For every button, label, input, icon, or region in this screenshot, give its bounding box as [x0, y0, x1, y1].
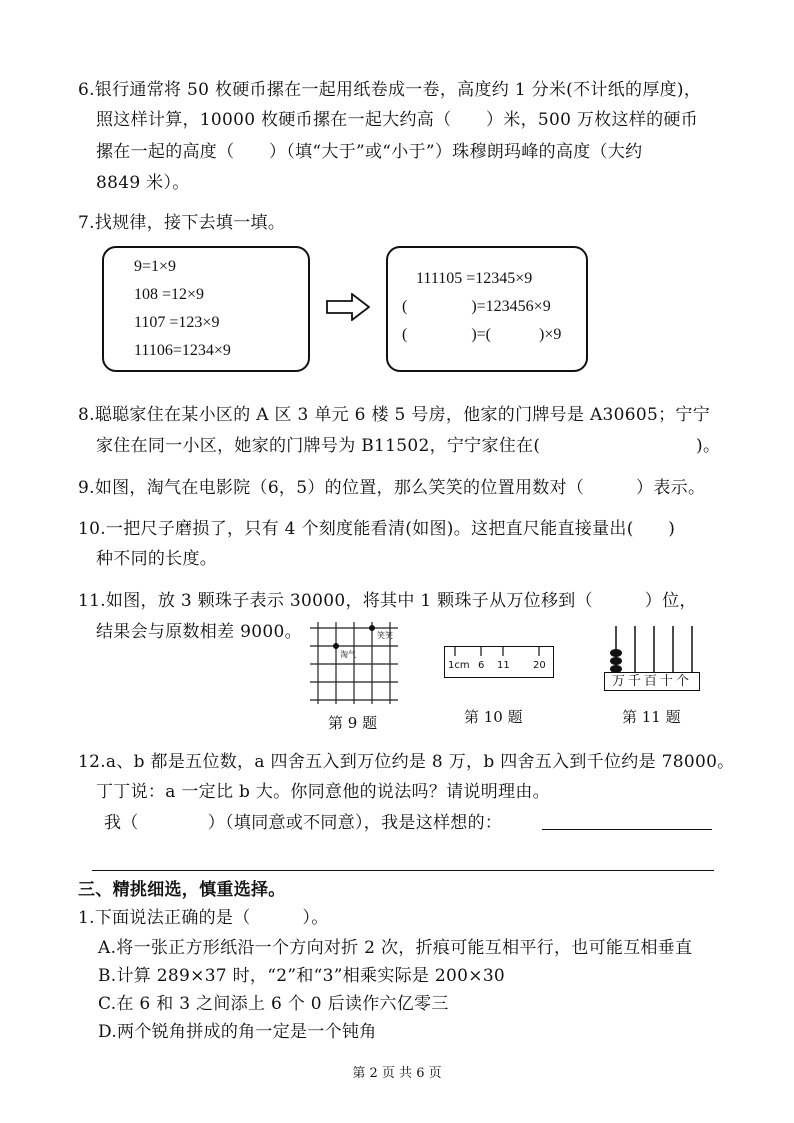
q7-title: 7.找规律，接下去填一填。 [78, 213, 286, 233]
q10-line2: 种不同的长度。 [96, 549, 218, 569]
q7-left-box [102, 246, 310, 372]
q7-right-blank[interactable]: ( )=123456×9 [402, 298, 551, 315]
ruler-mark: 20 [533, 660, 546, 671]
q7-left-formula: 9=1×9 [134, 258, 177, 275]
abacus-place-labels: 万千百十个 [604, 672, 700, 691]
taoqi-dot [333, 643, 339, 649]
option-b[interactable]: B.计算 289×37 时，“2”和“3”相乘实际是 200×30 [98, 966, 506, 986]
grid-label-xiaoxiao: 笑笑 [377, 631, 393, 640]
q12-line3: 我（ ）（填同意或不同意），我是这样想的： [104, 813, 503, 833]
caption-q11: 第 11 题 [622, 708, 681, 726]
option-c[interactable]: C.在 6 和 3 之间添上 6 个 0 后读作六亿零三 [98, 994, 449, 1014]
arrow-right-icon [326, 293, 370, 321]
ruler-mark: 11 [497, 660, 510, 671]
q6-line4: 8849 米）。 [96, 173, 190, 193]
section3-q1: 1.下面说法正确的是（ ）。 [78, 908, 329, 928]
q6-line1: 6.银行通常将 50 枚硬币摞在一起用纸卷成一卷，高度约 1 分米(不计纸的厚度)， [78, 80, 702, 100]
q12-answer-line-2[interactable] [92, 870, 714, 871]
option-d[interactable]: D.两个锐角拼成的角一定是一个钝角 [98, 1022, 377, 1042]
q7-right-box [386, 246, 588, 372]
q11-line2: 结果会与原数相差 9000。 [96, 622, 302, 642]
q8-line2: 家住在同一小区，她家的门牌号为 B11502，宁宁家住在( )。 [96, 436, 721, 456]
page-number: 第 2 页 共 6 页 [352, 1066, 442, 1081]
abacus-bead [610, 649, 622, 657]
q10-line1: 10.一把尺子磨损了，只有 4 个刻度能看清(如图)。这把直尺能直接量出( ) [78, 519, 676, 539]
caption-q10: 第 10 题 [464, 708, 523, 726]
section3-title: 三、精挑细选，慎重选择。 [78, 880, 286, 900]
q11-line1: 11.如图，放 3 颗珠子表示 30000，将其中 1 颗珠子从万位移到（ ）位， [78, 591, 697, 611]
q12-line2: 丁丁说：a 一定比 b 大。你同意他的说法吗？请说明理由。 [96, 782, 550, 802]
q6-line3: 摞在一起的高度（ ）（填“大于”或“小于”）珠穆朗玛峰的高度（大约 [96, 142, 643, 162]
q7-left-formula: 1107 =123×9 [134, 314, 220, 331]
ruler-mark: 6 [478, 660, 485, 671]
abacus-bead [610, 657, 622, 665]
q11-abacus-figure [604, 624, 700, 672]
grid-label-taoqi: 淘气 [340, 650, 356, 659]
q9-line1: 9.如图，淘气在电影院（6，5）的位置，那么笑笑的位置用数对（ ）表示。 [78, 478, 706, 498]
abacus-bead [610, 665, 622, 672]
option-a[interactable]: A.将一张正方形纸沿一个方向对折 2 次，折痕可能互相平行，也可能互相垂直 [98, 938, 693, 958]
q7-left-formula: 108 =12×9 [134, 286, 205, 303]
xiaoxiao-dot [369, 625, 375, 631]
q8-line1: 8.聪聪家住在某小区的 A 区 3 单元 6 楼 5 号房，他家的门牌号是 A30605；宁宁 [78, 405, 711, 425]
q12-line1: 12.a、b 都是五位数，a 四舍五入到万位约是 8 万，b 四舍五入到千位约是 78000。 [78, 752, 735, 772]
q12-answer-line[interactable] [542, 829, 712, 830]
q7-right-blank[interactable]: ( )=( )×9 [402, 326, 562, 343]
q7-right-formula: 111105 =12345×9 [416, 270, 533, 287]
ruler-mark: 1cm [448, 660, 470, 671]
q6-line2: 照这样计算，10000 枚硬币摞在一起大约高（ ）米，500 万枚这样的硬币 [96, 110, 699, 130]
q10-ruler-figure [444, 646, 554, 678]
q7-left-formula: 11106=1234×9 [134, 342, 231, 359]
caption-q9: 第 9 题 [328, 714, 378, 732]
